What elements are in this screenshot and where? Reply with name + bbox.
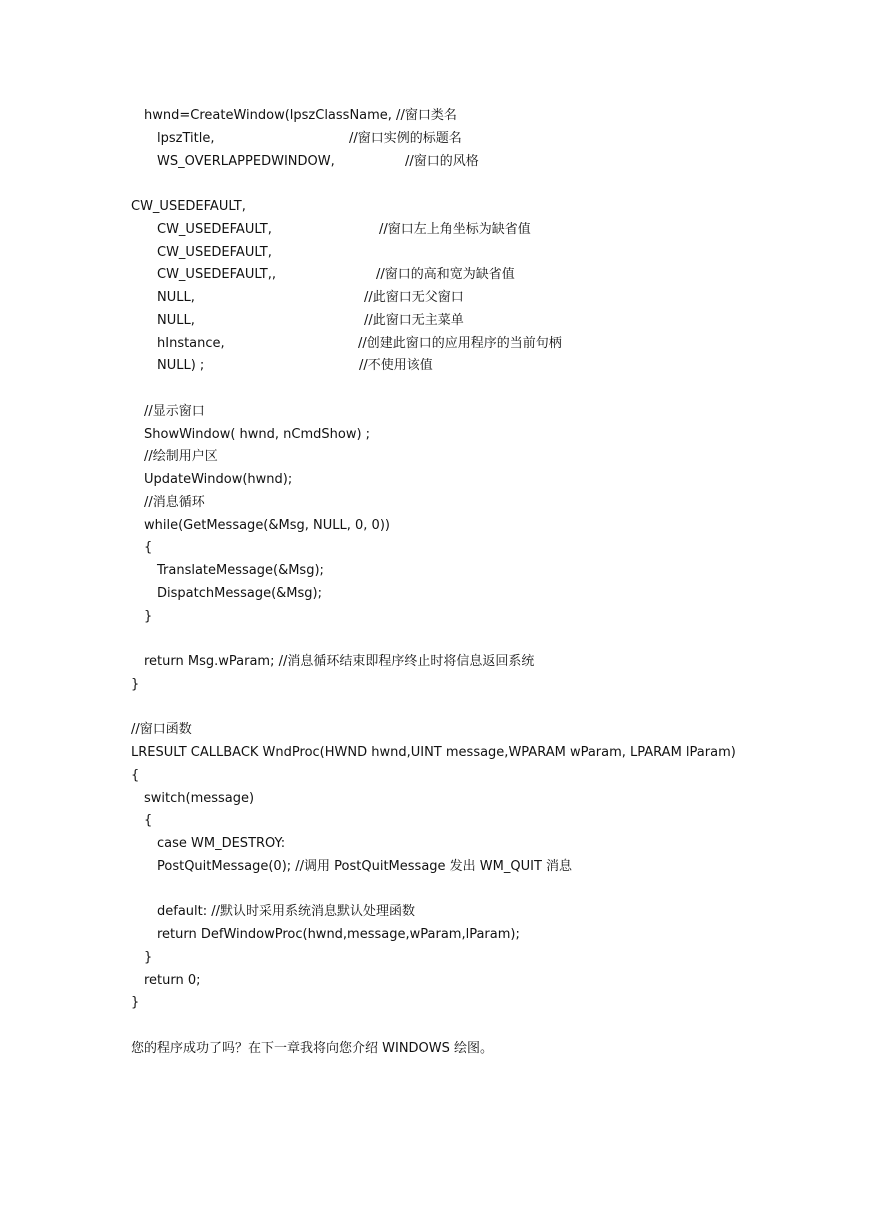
code-line-return-defwindowproc: return DefWindowProc(hwnd,message,wParam,lParam);	[157, 927, 520, 942]
code-line-null1: NULL,	[157, 290, 195, 305]
code-line-switch: switch(message)	[144, 791, 255, 806]
code-line-return-msg: return Msg.wParam; //消息循环结束即程序终止时将信息返回系统	[144, 654, 535, 669]
code-line-hinstance: hInstance,	[157, 336, 225, 351]
code-comment-title: //窗口实例的标题名	[349, 131, 462, 146]
code-line-null2: NULL,	[157, 313, 195, 328]
code-comment-paint: //绘制用户区	[144, 449, 218, 464]
code-line-show-window: ShowWindow( hwnd, nCmdShow) ;	[144, 427, 371, 442]
code-line-brace-open: {	[144, 540, 153, 555]
code-comment-null1: //此窗口无父窗口	[364, 290, 464, 305]
code-comment-wndproc: //窗口函数	[131, 722, 192, 737]
code-line-case-destroy: case WM_DESTROY:	[157, 836, 286, 851]
code-comment-null2: //此窗口无主菜单	[364, 313, 464, 328]
code-line-title-arg: lpszTitle,	[157, 131, 215, 146]
code-line-cw4: CW_USEDEFAULT,,	[157, 267, 276, 282]
code-line-brace-close: }	[144, 609, 153, 624]
code-line-wndproc-signature: LRESULT CALLBACK WndProc(HWND hwnd,UINT message,WPARAM wParam, LPARAM lParam)	[131, 745, 736, 760]
code-line-return-zero: return 0;	[144, 973, 201, 988]
code-line-translate: TranslateMessage(&Msg);	[157, 563, 324, 578]
code-line-cw2: CW_USEDEFAULT,	[157, 222, 272, 237]
code-line-dispatch: DispatchMessage(&Msg);	[157, 586, 322, 601]
code-comment-show: //显示窗口	[144, 404, 205, 419]
code-line-create-window: hwnd=CreateWindow(lpszClassName, //窗口类名	[144, 108, 457, 123]
code-line-brace-close-switch: }	[144, 950, 153, 965]
code-comment-null3: //不使用该值	[359, 358, 433, 373]
code-line-brace-open-wndproc: {	[131, 768, 140, 783]
code-comment-cw4: //窗口的高和宽为缺省值	[376, 267, 515, 282]
code-line-cw3: CW_USEDEFAULT,	[157, 245, 272, 260]
code-comment-style: //窗口的风格	[405, 154, 479, 169]
code-line-brace-close-main: }	[131, 677, 140, 692]
code-line-update-window: UpdateWindow(hwnd);	[144, 472, 293, 487]
code-line-default: default: //默认时采用系统消息默认处理函数	[157, 904, 416, 919]
code-line-null3: NULL) ;	[157, 358, 205, 373]
code-line-cw1: CW_USEDEFAULT,	[131, 199, 246, 214]
code-line-brace-open-switch: {	[144, 813, 153, 828]
code-line-while: while(GetMessage(&Msg, NULL, 0, 0))	[144, 518, 390, 533]
code-line-post-quit: PostQuitMessage(0); //调用 PostQuitMessage 发出 WM_QUIT 消息	[157, 859, 573, 874]
code-comment-loop: //消息循环	[144, 495, 205, 510]
code-comment-cw2: //窗口左上角坐标为缺省值	[379, 222, 531, 237]
code-comment-hinstance: //创建此窗口的应用程序的当前句柄	[358, 336, 562, 351]
code-line-brace-close-wndproc: }	[131, 995, 140, 1010]
closing-paragraph: 您的程序成功了吗？在下一章我将向您介绍 WINDOWS 绘图。	[131, 1041, 494, 1056]
code-line-style-arg: WS_OVERLAPPEDWINDOW,	[157, 154, 335, 169]
